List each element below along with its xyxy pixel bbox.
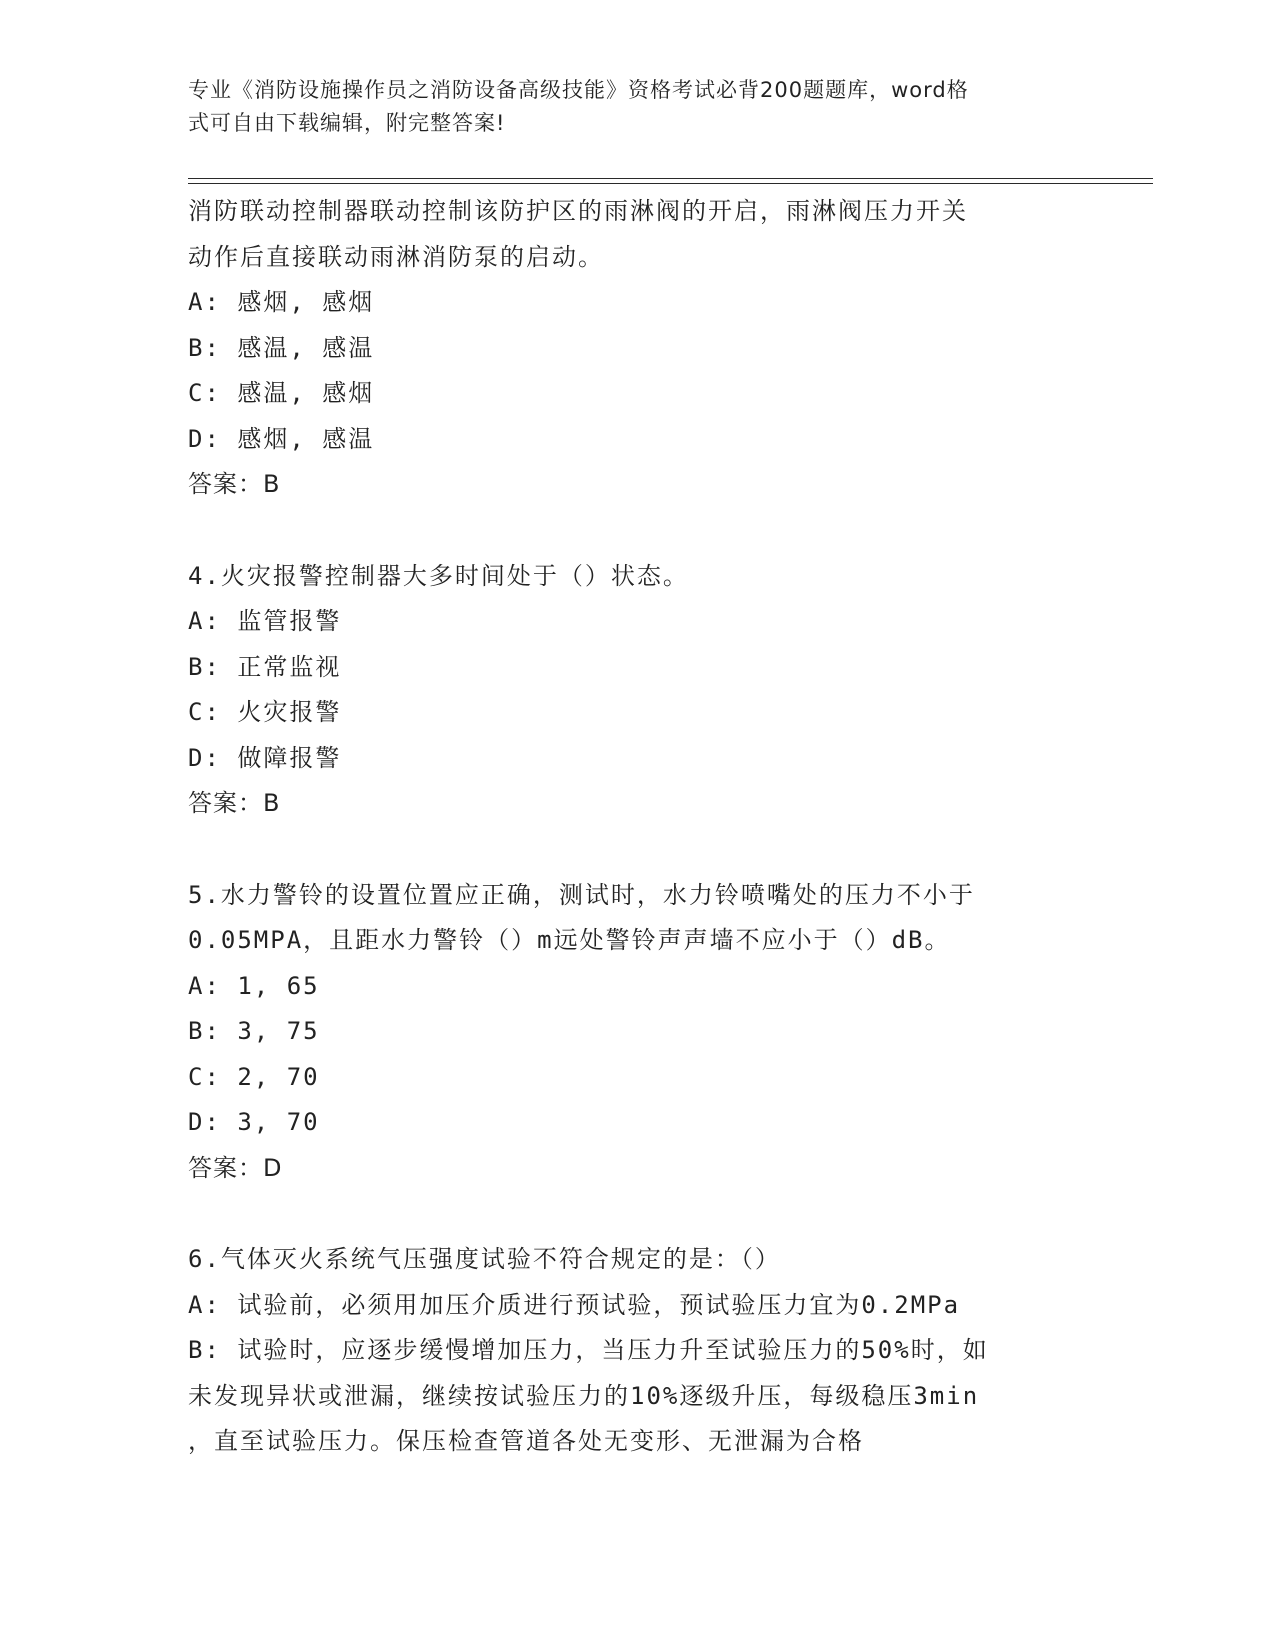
header-line-2: 式可自由下载编辑，附完整答案! [188, 111, 506, 135]
option-d: D: 做障报警 [188, 743, 342, 772]
option-c: C: 火灾报警 [188, 698, 342, 726]
option-d: D: 3, 70 [188, 1108, 320, 1136]
question-stem: 5.水力警铃的设置位置应正确，测试时，水力铃喷嘴处的压力不小于 [188, 880, 975, 909]
option-b: B: 感温, 感温 [188, 333, 375, 362]
header-divider-top [188, 178, 1153, 179]
header-divider-bottom [188, 183, 1153, 184]
option-a: A: 试验前，必须用加压介质进行预试验，预试验压力宜为0.2MPa [188, 1290, 961, 1319]
answer-line: 答案：B [188, 470, 281, 498]
question-stem: 动作后直接联动雨淋消防泵的启动。 [188, 242, 604, 271]
question-stem: 4.火灾报警控制器大多时间处于（）状态。 [188, 561, 689, 590]
option-c: C: 感温, 感烟 [188, 379, 375, 407]
option-a: A: 1, 65 [188, 971, 320, 1000]
option-b: B: 试验时，应逐步缓慢增加压力，当压力升至试验压力的50%时，如 [188, 1336, 989, 1364]
question-stem: 消防联动控制器联动控制该防护区的雨淋阀的开启，雨淋阀压力开关 [188, 197, 968, 225]
option-a: A: 监管报警 [188, 607, 342, 635]
answer-line: 答案：B [188, 789, 281, 817]
question-6 [188, 1237, 1088, 1465]
option-c: C: 2, 70 [188, 1062, 320, 1091]
question-3 [188, 189, 1088, 508]
option-b-continued: 未发现异状或泄漏，继续按试验压力的10%逐级升压，每级稳压3min [188, 1381, 980, 1410]
question-list [188, 189, 1088, 1465]
option-b: B: 3, 75 [188, 1017, 320, 1045]
question-5 [188, 873, 1088, 1192]
question-4 [188, 554, 1088, 827]
option-b: B: 正常监视 [188, 652, 342, 681]
answer-line: 答案：D [188, 1153, 283, 1182]
question-stem: 0.05MPA，且距水力警铃（）m远处警铃声声墙不应小于（）dB。 [188, 926, 951, 954]
question-stem: 6.气体灭火系统气压强度试验不符合规定的是：（） [188, 1245, 781, 1273]
header-line-1: 专业《消防设施操作员之消防设备高级技能》资格考试必背200题题库，word格 [188, 78, 969, 102]
option-a: A: 感烟, 感烟 [188, 288, 375, 316]
option-d: D: 感烟, 感温 [188, 424, 375, 453]
option-b-continued: ，直至试验压力。保压检查管道各处无变形、无泄漏为合格 [188, 1427, 864, 1455]
document-header [188, 74, 1068, 140]
